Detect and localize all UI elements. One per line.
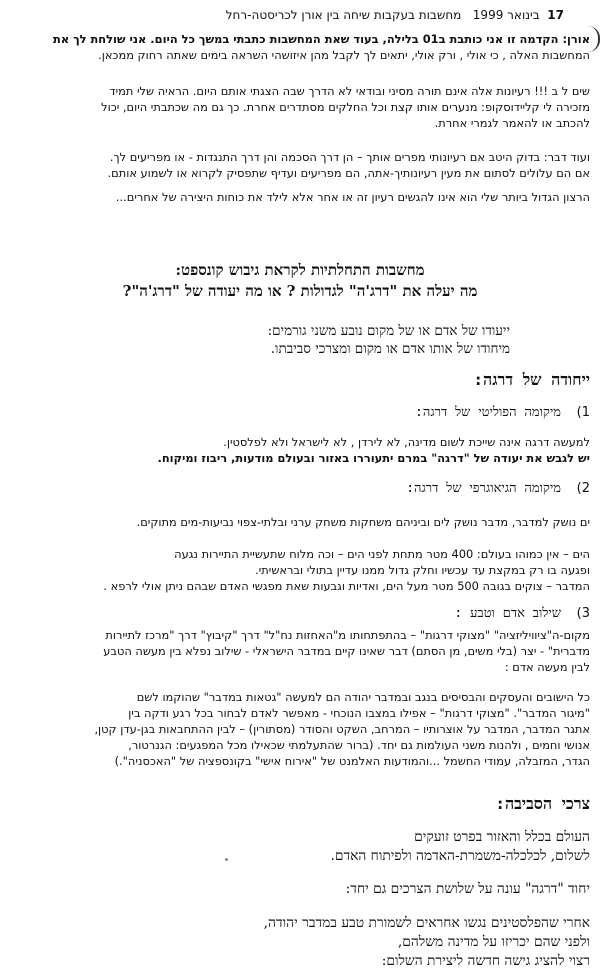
item-line: כל הישובים והעסקים והבסיסים בנגב ובמדבר יהודה הם למעשה "גטאות במדבר" שהוקמו לשם [136, 690, 590, 704]
header-title: מחשבות בעקבות שיחה בין אורן לכריסטה-רחל [225, 8, 462, 22]
needs-line: יחוד "דרגה" עונה על שלושת הצרכים גם יחד: [345, 881, 590, 897]
intro-line: הרצון הגדול ביותר שלי הוא אינו להגשים רעיון זה או אחר אלא לילד את כוחות היצירה של אחרים... [115, 190, 590, 204]
needs-line: לשלום, לכלכלה-משמרת-האדמה ולפיתוח האדם. [330, 848, 590, 864]
item-line: אנושי וחמים , ולהנות משני העולמות גם יחד. (ברור שהתעלמתי שכאילו מכל המפגעים: הגנרטור, [128, 738, 590, 752]
intro-line: אורן: הקדמה זו אני כותבת ב01 בלילה, בעוד שאת המחשבות כתבתי במשך כל היום. אני שולחת לך את [53, 32, 590, 46]
intro-line: להכתב או להאמר לגמרי אחרת. [434, 116, 590, 130]
item-number: 3) [576, 606, 590, 621]
needs-line: אחרי שהפלסטינים נגשו אחראים לשמורת טבע במדבר יהודה, [263, 915, 590, 931]
item-heading: מיקומה הגיאוגרפי של דרגה: [406, 481, 561, 496]
intro-line: מזכירה לי קליידוסקופ: מנערים אותו קצת וכל החלקים מסתדרים אחרת. כך גם מה שכתבתי היום, יכול [101, 100, 590, 114]
item-number: 1) [576, 405, 590, 420]
item-number: 2) [576, 481, 590, 496]
item-line: למעשה דרגה אינה שייכת לשום מדינה, לא לירדן , לא לישראל ולא לפלסטין. [223, 435, 590, 449]
item-line: לבין מעשה אדם : [504, 660, 590, 674]
needs-line: רצוי להציג גישה חדשה ליצירת השלום: [381, 953, 590, 969]
section-heading: צרכי הסביבה: [495, 794, 590, 813]
intro-line: המחשבות האלה , כי אולי , ורק אולי, יתאים לך לקבל מהן איזושהי השראה בימים שאתה רחוק ממכאן. [98, 48, 590, 62]
intro-line: ועוד דבר: בדוק היטב אם רעיונותי מפרים אותך – הן דרך הסכמה והן דרך התנגדות - או מפריעים לך. [109, 150, 590, 164]
item-line: ופגעה בו רק במקצת עד עכשיו וחלק גדול ממנו עדיין בתולי ובראשיתי. [255, 563, 590, 577]
page-header [4, 8, 564, 23]
item-title [5, 480, 590, 497]
item-title [5, 605, 590, 622]
scan-speck [225, 858, 228, 861]
item-line: ים נושק למדבר, מדבר נושק לים וביניהם משחקות משחק ערני ובלתי-צפוי נביעות-מים מתוקים. [136, 515, 590, 529]
item-title [5, 404, 590, 421]
header-date: בינואר 1999 [472, 8, 540, 22]
needs-line: העולם בכלל והאזור בפרט זועקים [414, 829, 590, 845]
intro-line: אם הם עלולים לסתום את מעין רעיונותיך-אתה, הם מפריעים ועדיף שתפסיק לקרוא או לשמוע אותם. [107, 166, 590, 180]
main-subtitle: מה יעלה את "דרג'ה" לגדולות ? או מה יעודה של "דרג'ה"? [122, 282, 478, 300]
needs-line: ולפני שהם יכריזו על מדינה משלהם, [397, 934, 590, 950]
page-number: 17 [547, 8, 564, 22]
item-line: הים – אין כמוהו בעולם: 400 מטר מתחת לפני הים – וכה מלוח שתעשיית התיירות נגעה [174, 547, 590, 561]
intro-line: שים ל ב !!! רעיונות אלה אינם תורה מסיני ובודאי לא הדרך שבה הצגתי אותם היום. הראיה שלי תמיד [109, 84, 590, 98]
item-line: המדבר – צוקים בגובה 500 מטר מעל הים, ואדיות וגבעות שאת מפגשי האדם שבהם ניתן אולי לרפא . [103, 579, 590, 593]
item-line: מקום-ה"ציוויליזציה" "מצוקי דרגות" – בהתפתחותו מ"האחזות נח"ל" דרך "קיבוץ" דרך "מרכז לתיירות [105, 628, 590, 642]
item-line: יש לגבש את יעודה של "דרגה" במרם יתעוררו באזור ובעולם מודעות, ריבוז ומיקוח. [157, 451, 590, 465]
destiny-line: מיחודו של אותו אדם או מקום ומצרכי סביבתו. [270, 341, 510, 357]
item-line: אתגר המדבר, המדבר על אוצרותיו – המרחב, השקט והסודר (מסתורין) – לבין ההתחבאות בגן-עדן קטן, [94, 722, 590, 736]
item-line: מדברית" - יצר (בלי משים, מן הסתם) דבר שאינו קיים במדבר הישראלי - שילוב נפלא בין מעשה הטבע [103, 644, 590, 658]
item-line: הגדר, המזבלה, עמודי החשמל ...והמודעות האלמנט של "אירוח אישי" בקונספציה של "האכסניה".) [114, 754, 590, 768]
item-heading: מיקומה הפוליטי של דרגה: [415, 405, 561, 420]
main-title: מחשבות התחלתיות לקראת גיבוש קונספט: [175, 261, 425, 279]
section-heading: ייחודה של דרגה: [473, 370, 590, 389]
item-line: "מיגור המדבר". "מצוקי דרגות" – אפילו במצבו הנוכחי - מאפשר לאדם לבחור בכל רגע ודקה בין [128, 706, 590, 720]
item-heading: שילוב אדם וטבע : [454, 606, 561, 621]
destiny-line: ייעודו של אדם או של מקום נובע משני גורמים: [267, 323, 510, 339]
